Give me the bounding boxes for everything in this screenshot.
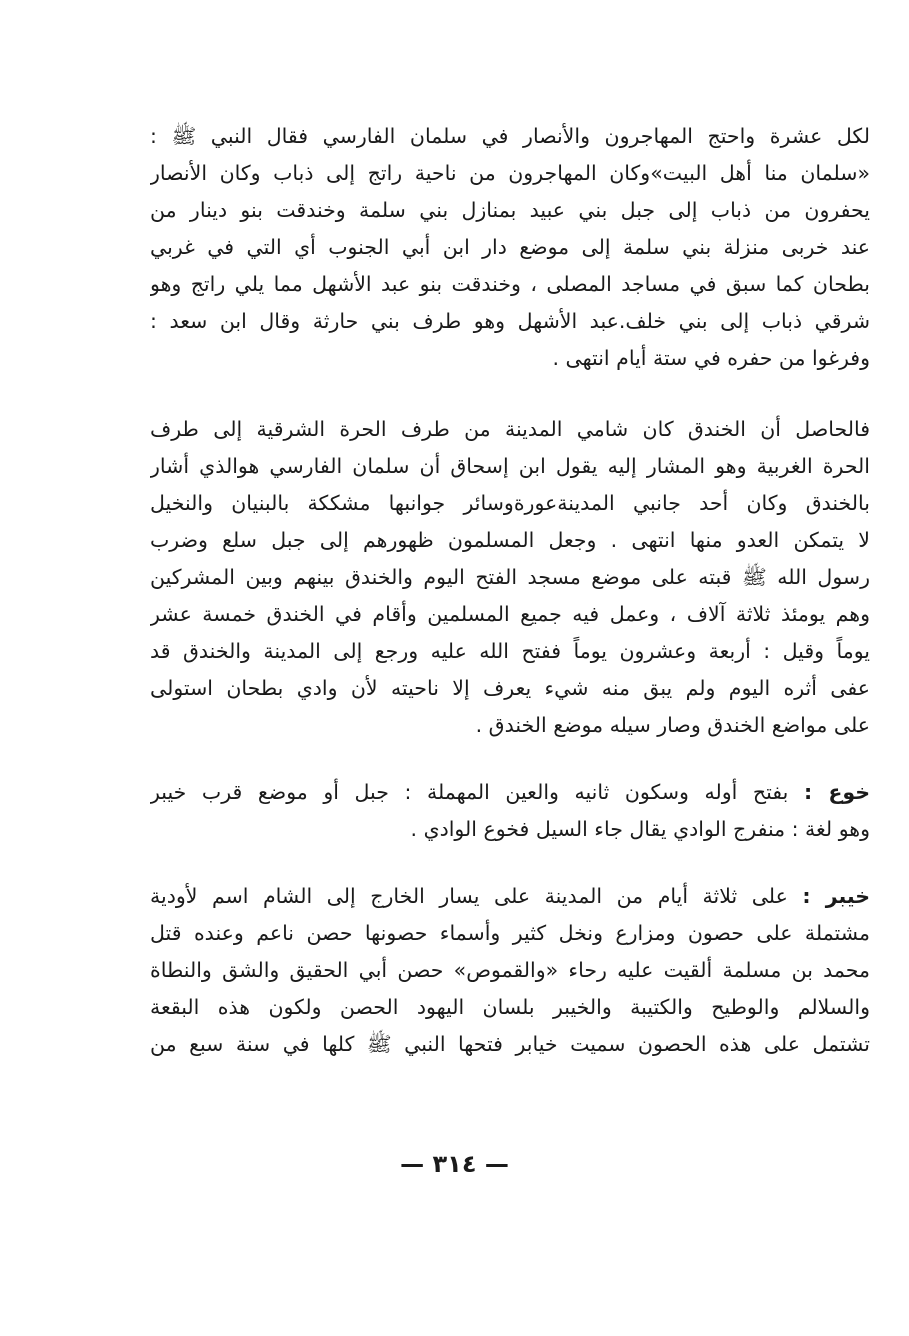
- entry-khawa: [150, 774, 870, 848]
- entry-text: بفتح أوله وسكون ثانيه والعين المهملة : جبل أو موضع قرب خيبر: [150, 780, 789, 804]
- text-line: بالخندق وكان أحد جانبي المدينةعورةوسائر جوانبها مشككة بالبنيان والنخيل: [150, 491, 870, 515]
- paragraph-khandaq-summary: [150, 411, 870, 744]
- text-line: بطحان كما سبق في مساجد المصلى ، وخندقت بنو عبد الأشهل مما يلي راتج وهو: [150, 272, 870, 296]
- page-body: [150, 118, 870, 1063]
- entry-term: خيبر :: [802, 884, 870, 908]
- text-line: [150, 774, 870, 811]
- text-line: عند خربى منزلة بني سلمة إلى موضع دار ابن أبي الجنوب أي التي في غربي: [150, 235, 870, 259]
- text-line: رسول الله ﷺ قبته على موضع مسجد الفتح اليوم والخندق بينهم وبين المشركين: [150, 565, 870, 589]
- text-line: والسلالم والوطيح والكتيبة والخيبر بلسان اليهود الحصن ولكون هذه البقعة: [150, 995, 870, 1019]
- text-line: [150, 878, 870, 915]
- text-line: الحرة الغربية وهو المشار إليه يقول ابن إسحاق أن سلمان الفارسي هوالذي أشار: [150, 454, 870, 478]
- text-line: لكل عشرة واحتج المهاجرون والأنصار في سلمان الفارسي فقال النبي ﷺ :: [150, 124, 870, 148]
- text-line: يوماً وقيل : أربعة وعشرون يوماً ففتح الله عليه ورجع إلى المدينة والخندق قد: [150, 639, 870, 663]
- text-line: شرقي ذباب إلى بني خلف.عبد الأشهل وهو طرف بني حارثة وقال ابن سعد :: [150, 309, 870, 333]
- text-line: وهم يومئذ ثلاثة آلاف ، وعمل فيه جميع المسلمين وأقام في الخندق خمسة عشر: [150, 602, 870, 626]
- entry-khaybar: [150, 878, 870, 1063]
- text-line: لا يتمكن العدو منها انتهى . وجعل المسلمون ظهورهم إلى جبل سلع وضرب: [150, 528, 870, 552]
- page-number: — ٣١٤ —: [400, 1150, 509, 1178]
- text-line: على مواضع الخندق وصار سيله موضع الخندق .: [475, 713, 870, 737]
- text-line: فالحاصل أن الخندق كان شامي المدينة من طرف الحرة الشرقية إلى طرف: [150, 417, 870, 441]
- text-line: يحفرون من ذباب إلى جبل بني عبيد بمنازل بني سلمة وخندقت بنو دينار من: [150, 198, 870, 222]
- text-line: وفرغوا من حفره في ستة أيام انتهى .: [552, 346, 870, 370]
- paragraph-khandaq-digging: [150, 118, 870, 377]
- text-line: وهو لغة : منفرج الوادي يقال جاء السيل فخوع الوادي .: [410, 817, 870, 841]
- text-line: «سلمان منا أهل البيت»وكان المهاجرون من ناحية راتج إلى ذباب وكان الأنصار: [150, 161, 870, 185]
- entry-term: خوع :: [803, 780, 870, 804]
- text-line: عفى أثره اليوم ولم يبق منه شيء يعرف إلا ناحيته لأن وادي بطحان استولى: [150, 676, 870, 700]
- text-line: مشتملة على حصون ومزارع ونخل كثير وأسماء حصونها حصن ناعم وعنده قتل: [150, 921, 870, 945]
- text-line: محمد بن مسلمة ألقيت عليه رحاء «والقموص» حصن أبي الحقيق والشق والنطاة: [150, 958, 870, 982]
- text-line: تشتمل على هذه الحصون سميت خيابر فتحها النبي ﷺ كلها في سنة سبع من: [150, 1032, 870, 1056]
- entry-text: على ثلاثة أيام من المدينة على يسار الخارج إلى الشام اسم لأودية: [150, 884, 788, 908]
